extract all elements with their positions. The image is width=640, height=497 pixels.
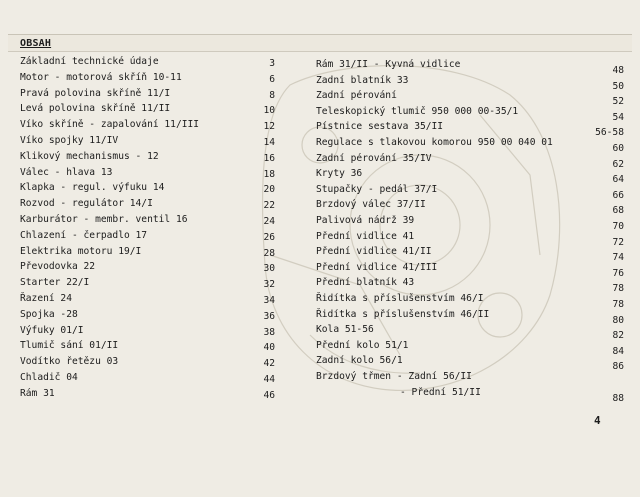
toc-entry-page: 8	[269, 89, 275, 101]
toc-entry-label: Přední blatník 43	[316, 277, 415, 289]
toc-entry-page: 3	[269, 58, 275, 69]
toc-entry-label: Základní technické údaje	[20, 56, 159, 67]
toc-entry-page: 62	[612, 158, 624, 170]
toc-entry-label: Víko skříně - zapalování 11/III	[20, 119, 200, 131]
toc-entry-page: 86	[612, 361, 624, 373]
toc-entry-label: Zadní pérování	[316, 90, 397, 102]
toc-entry-page: 46	[263, 389, 275, 401]
toc-entry-page: 12	[263, 121, 275, 133]
bleed-through-table-header	[8, 34, 632, 52]
toc-entry-label: Chlazení - čerpadlo 17	[20, 229, 148, 241]
toc-entry-label: Rám 31	[20, 387, 55, 399]
toc-entry-label: Rám 31/II - Kyvná vidlice	[316, 59, 461, 70]
toc-entry-label: Kola 51-56	[316, 324, 374, 336]
toc-entry-page: 44	[263, 374, 275, 385]
toc-entry-page: 20	[263, 184, 275, 196]
toc-entry-page: 50	[612, 80, 624, 92]
toc-entry-label: Klikový mechanismus - 12	[20, 150, 159, 162]
page-title: OBSAH	[20, 38, 52, 49]
toc-entry-page: 32	[263, 279, 275, 291]
page-number: 4	[594, 414, 601, 427]
toc-entry-page: 14	[263, 137, 275, 148]
toc-entry-label: Chladič 04	[20, 372, 78, 383]
toc-entry-page: 34	[263, 295, 275, 306]
toc-entry-page: 36	[263, 310, 275, 322]
toc-entry-page: 66	[612, 189, 624, 201]
toc-entry-page: 52	[612, 96, 624, 108]
toc-entry-label: Brzdový třmen - Zadní 56/II	[316, 371, 472, 382]
toc-entry-page: 40	[263, 342, 275, 354]
toc-entry-label: Brzdový válec 37/II	[316, 199, 426, 211]
toc-entry-page: 68	[612, 205, 624, 217]
toc-entry-page: 56-58	[595, 127, 624, 139]
toc-entry-label: Regulace s tlakovou komorou 950 00 040 01	[316, 137, 553, 148]
toc-entry-label: Pravá polovina skříně 11/I	[20, 87, 171, 99]
toc-entry-page: 64	[612, 174, 624, 186]
toc-entry-label: Tlumič sání 01/II	[20, 340, 119, 352]
toc-entry-page: 38	[263, 326, 275, 338]
toc-entry-label: Stupačky - pedál 37/I	[316, 183, 438, 195]
toc-entry-page: 24	[263, 216, 275, 227]
toc-entry-page: 16	[263, 152, 275, 164]
toc-entry-label: Karburátor - membr. ventil 16	[20, 214, 188, 225]
toc-entry-page: 18	[263, 168, 275, 180]
toc-entry-page: 78	[612, 283, 624, 295]
toc-entry-label: Spojka -28	[20, 308, 78, 320]
toc-entry-label: Přední vidlice 41/III	[316, 261, 438, 273]
toc-entry-label: Řidítka s příslušenstvím 46/II	[316, 308, 490, 320]
toc-entry-page: 60	[612, 143, 624, 154]
toc-entry-label: Vodítko řetězu 03	[20, 356, 119, 368]
toc-entry-page: 70	[612, 221, 624, 232]
toc-entry-page: 10	[263, 105, 275, 117]
toc-entry-page: 26	[263, 231, 275, 243]
toc-entry-page: 22	[263, 200, 275, 212]
toc-entry-label: Kryty 36	[316, 168, 363, 180]
toc-entry-page: 30	[263, 263, 275, 275]
toc-entry-page: 6	[269, 73, 275, 85]
toc-entry-label: Přední vidlice 41/II	[316, 246, 432, 258]
toc-entry-label: Přední vidlice 41	[316, 230, 415, 242]
toc-entry-page: 42	[263, 358, 275, 370]
toc-entry-page: 48	[612, 65, 624, 76]
toc-entry-label: Přední kolo 51/1	[316, 339, 409, 351]
toc-entry-label: Víko spojky 11/IV	[20, 135, 119, 146]
toc-entry-page: 78	[612, 299, 624, 310]
toc-entry-page: 54	[612, 111, 624, 123]
toc-entry-page: 88	[612, 392, 624, 404]
toc-entry-label: Palivová nádrž 39	[316, 215, 415, 226]
toc-entry-label: Teleskopický tlumič 950 000 00-35/1	[316, 105, 519, 117]
toc-entry-label: Rozvod - regulátor 14/I	[20, 198, 153, 210]
toc-entry-label: Motor - motorová skříň 10-11	[20, 71, 182, 83]
toc-entry-page: 28	[263, 247, 275, 259]
toc-entry-label: Zadní kolo 56/1	[316, 355, 403, 367]
toc-entry-page: 84	[612, 345, 624, 357]
toc-entry-label: Zadní pérování 35/IV	[316, 152, 432, 164]
toc-entry-label: Výfuky 01/I	[20, 324, 84, 336]
toc-entry-label: Starter 22/I	[20, 277, 90, 289]
toc-entry-label: Zadní blatník 33	[316, 74, 409, 86]
toc-entry-label: Válec - hlava 13	[20, 166, 113, 178]
toc-entry-page: 80	[612, 314, 624, 326]
toc-entry-label: Řidítka s příslušenstvím 46/I	[316, 293, 484, 304]
toc-entry-label: Elektrika motoru 19/I	[20, 245, 142, 257]
toc-entry-label: Řazení 24	[20, 293, 72, 304]
toc-entry-label: Převodovka 22	[20, 261, 96, 273]
toc-entry-label: - Přední 51/II	[400, 386, 481, 398]
toc-entry-page: 74	[612, 252, 624, 264]
toc-entry-label: Klapka - regul. výfuku 14	[20, 182, 165, 194]
toc-entry-label: Levá polovina skříně 11/II	[20, 103, 171, 115]
toc-entry-page: 82	[612, 330, 624, 342]
toc-entry-page: 76	[612, 267, 624, 279]
toc-entry-label: Pístnice sestava 35/II	[316, 121, 444, 133]
toc-entry-page: 72	[612, 236, 624, 248]
